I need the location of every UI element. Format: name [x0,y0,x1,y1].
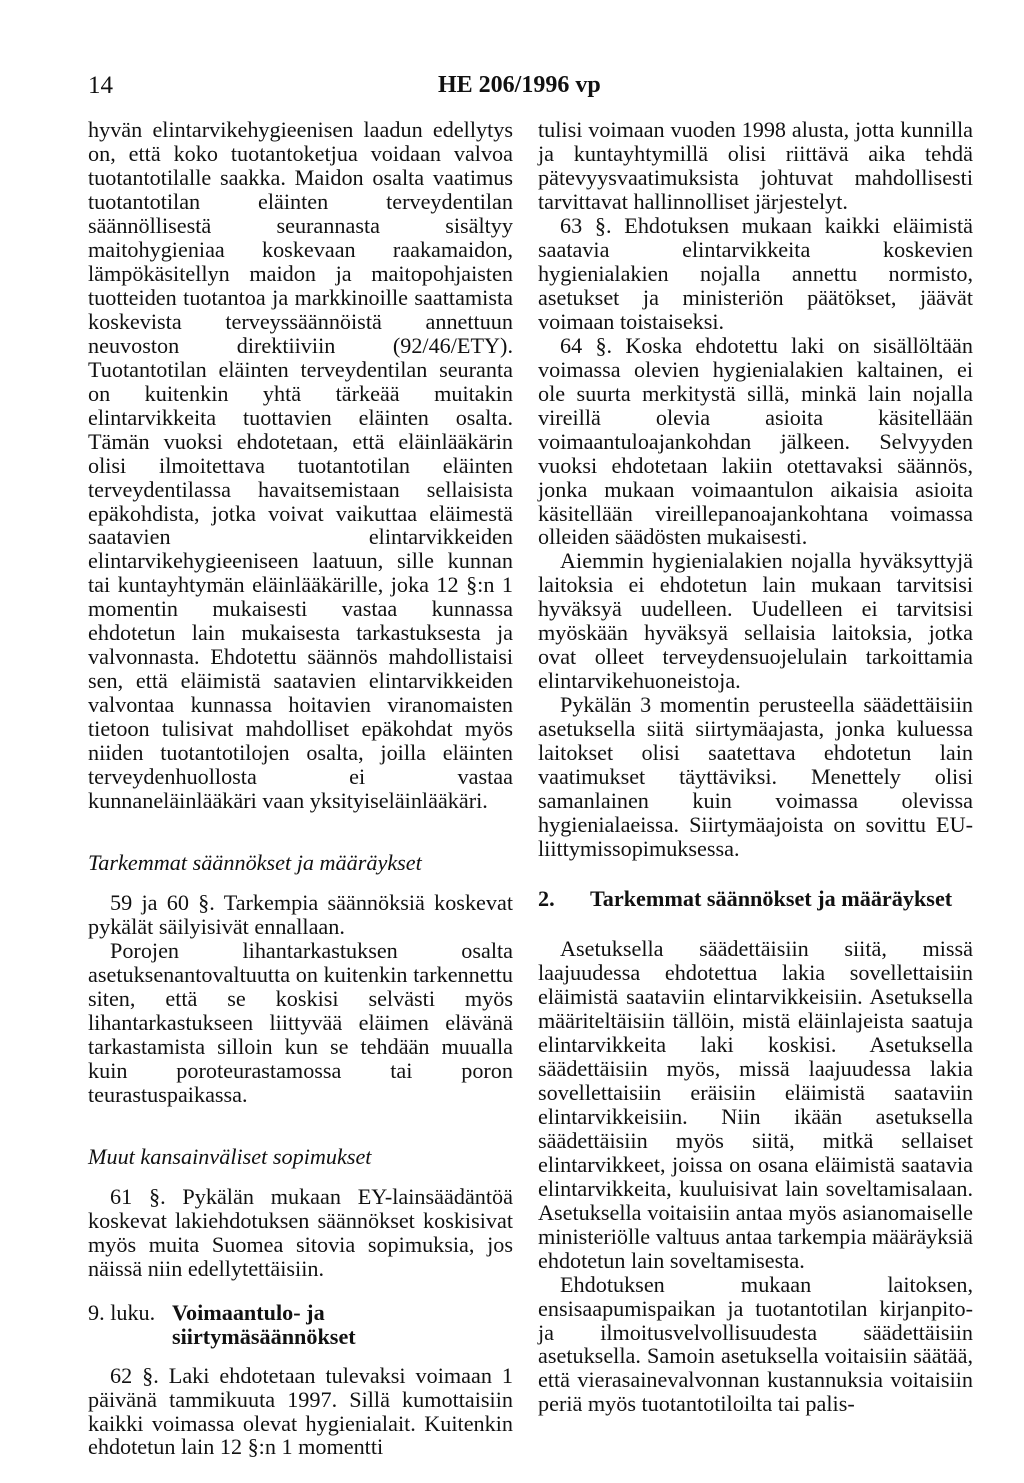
page-number: 14 [88,72,113,99]
chapter-heading [88,1301,513,1349]
paragraph: Pykälän 3 momentin perusteella säädettäisiin asetuksella siitä siirtymäajasta, jonka kuluessa laitokset olisi saatettava ehdotetun lain vaatimukset täyttäviksi. Menettely olisi samanlainen kuin voimassa olevissa hygienialaeissa. Siirtymäajoista on sovittu EU-liittymissopimuksessa. [538,692,973,862]
paragraph: 59 ja 60 §. Tarkempia säännöksiä koskevat pykälät säilyisivät ennallaan. [88,890,513,940]
paragraph: Asetuksella säädettäisiin siitä, missä laajuudessa ehdotettua lakia sovellettaisiin eläimistä saataviin elintarvikkeisiin. Asetuksella määriteltäisiin tällöin, mistä eläinlajeista saatuja elintarvikkeita laki koskisi. Asetuksella säädettäisiin myös, missä laajuudessa lakia sovellettaisiin eräisiin eläimistä saataviin elintarvikkeisiin. Niin ikään asetuksella säädettäisiin myös siitä, mitkä sellaiset elintarvikkeet, joissa on osana eläimistä saatavia elintarvikkeita, kuuluisivat lain soveltamisalaan. Asetuksella voitaisiin antaa myös asianomaiselle ministeriölle valtuus antaa tarkempia määräyksiä ehdotetun lain soveltamisesta. [538,936,973,1273]
left-column [88,118,513,1459]
section-number: 2. [538,886,555,912]
right-column [538,118,973,1416]
paragraph: 62 §. Laki ehdotetaan tulevaksi voimaan 1 päivänä tammikuuta 1997. Sillä kumottaisiin kaikki voimassa olevat hygienialait. Kuitenkin ehdotetun lain 12 §:n 1 momentti [88,1362,513,1460]
paragraph: 63 §. Ehdotuksen mukaan kaikki eläimistä saatavia elintarvikkeita koskevien hygienialakien nojalla annettu normisto, asetukset ja ministeriön päätökset, jäävät voimaan toistaiseksi. [538,212,973,334]
section-title: Tarkemmat säännökset ja määräykset [590,886,953,912]
chapter-title: Voimaantulo- ja siirtymäsäännökset [172,1299,356,1349]
paragraph: Aiemmin hygienialakien nojalla hyväksyttyjä laitoksia ei ehdotetun lain mukaan tarvitsisi hyväksyä uudelleen. Uudelleen ei tarvitsisi myöskään hyväksyä sellaisia laitoksia, jotka ovat olleet terveydensuojelulain tarkoittamia elintarvikehuoneistoja. [538,548,973,694]
paragraph: hyvän elintarvikehygieenisen laadun edellytys on, että koko tuotantoketjua voidaan valvoa tuotantotilalle saakka. Maidon osalta vaatimus tuotantotilan eläinten terveydentilan säännöllisestä seurannasta sisältyy maitohygieniaa koskevaan raakamaidon, lämpökäsitellyn maidon ja maitopohjaisten tuotteiden tuotantoa ja markkinoille saattamista koskevista terveyssäännöistä annettuun neuvoston direktiiviin (92/46/ETY). Tuotantotilan eläinten terveydentilan seuranta on kuitenkin yhtä tärkeää muitakin elintarvikkeita tuottavien eläinten osalta. Tämän vuoksi ehdotetaan, että eläinlääkärin olisi ilmoitettava tuotantotilan eläinten terveydentilassa havaitsemistaan sellaisista epäkohdista, jotka voivat vaikuttaa eläimestä saatavien elintarvikkeiden elintarvikehygieeniseen laatuun, sille kunnan tai kuntayhtymän eläinlääkärille, joka 12 §:n 1 momentin mukaisesti vastaa kunnassa ehdotetun lain mukaisesta tarkastuksesta ja valvonnasta. Ehdotettu säännös mahdollistaisi sen, että eläimistä saatavien elintarvikkeiden valvontaa kunnassa hoitavien viranomaisten tietoon tulisivat mahdolliset epäkohdat myös niiden tuotantotilojen osalta, joilla eläinten terveydenhuollosta ei vastaa kunnaneläinlääkäri vaan yksityiseläinlääkäri. [88,117,513,814]
running-title: HE 206/1996 vp [438,72,601,98]
paragraph: Ehdotuksen mukaan laitoksen, ensisaapumispaikan ja tuotantotilan kirjanpito- ja ilmoitusvelvollisuudesta säädettäisiin asetuksella. Samoin asetuksella voitaisiin säätää, että vierasainevalvonnan kustannuksia voitaisiin periä myös tuotantotiloilta tai palis- [538,1271,973,1417]
chapter-number: 9. luku. [88,1299,156,1325]
section-heading [538,887,973,911]
subheading-muut: Muut kansainväliset sopimukset [88,1143,372,1169]
paragraph: Porojen lihantarkastuksen osalta asetuksenantovaltuutta on kuitenkin tarkennettu siten, että se koskisi selvästi myös lihantarkastukseen liittyvää eläimen elävänä tarkastamista silloin kun se tehdään muualla kuin poroteurastamossa tai poron teurastuspaikassa. [88,938,513,1107]
paragraph: 64 §. Koska ehdotettu laki on sisällöltään voimassa olevien hygienialakien kaltainen, ei ole suurta merkitystä sillä, minkä lain nojalla vireillä olevia asioita käsitellään voimaantuloajankohdan jälkeen. Selvyyden vuoksi ehdotetaan lakiin otettavaksi säännös, jonka mukaan voimaantulon aikaisia asioita käsitellään vireillepanoajankohtana voimassa olleiden säädösten mukaisesti. [538,332,973,550]
subheading-tarkemmat: Tarkemmat säännökset ja määräykset [88,850,422,876]
paragraph: 61 §. Pykälän mukaan EY-lainsäädäntöä koskevat lakiehdotuksen säännökset koskisivat myös muita Suomea sitovia sopimuksia, jos näissä niin edellytettäisiin. [88,1183,513,1281]
paragraph: tulisi voimaan vuoden 1998 alusta, jotta kunnilla ja kuntayhtymillä olisi riittävä aika tehdä pätevyysvaatimuksista johtuvat mahdollisesti tarvittavat hallinnolliset järjestelyt. [538,117,973,214]
